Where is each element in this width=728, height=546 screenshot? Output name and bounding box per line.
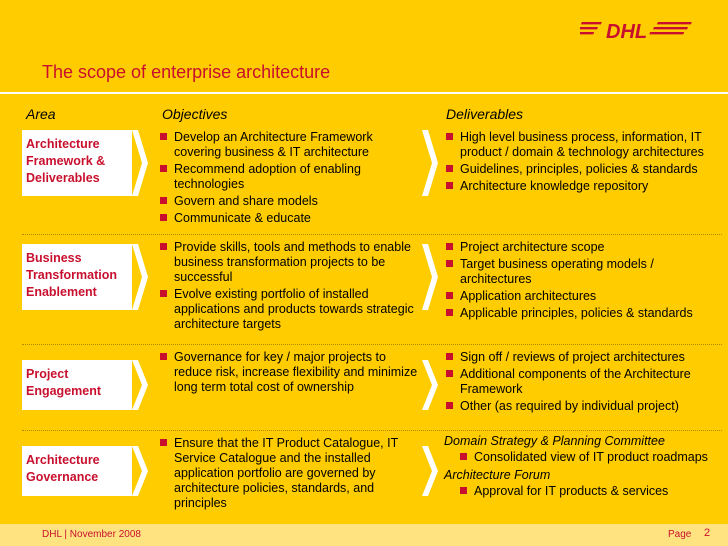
square-bullet-icon [460,453,467,460]
chevron-right-icon [132,446,148,496]
list-item: Develop an Architecture Framework covering business & IT architecture [158,130,420,160]
square-bullet-icon [160,290,167,297]
column-header-objectives: Objectives [162,106,228,122]
list-item: Evolve existing portfolio of installed applications and products towards strategic architecture targets [158,287,420,332]
list-item: Application architectures [444,289,726,304]
square-bullet-icon [446,353,453,360]
committee-heading: Domain Strategy & Planning Committee [444,434,665,448]
square-bullet-icon [446,165,453,172]
list-item: Applicable principles, policies & standards [444,306,726,321]
logo-text: DHL [606,21,648,43]
objectives-list [158,130,420,228]
square-bullet-icon [446,402,453,409]
square-bullet-icon [446,182,453,189]
square-bullet-icon [446,292,453,299]
list-item: Governance for key / major projects to reduce risk, increase flexibility and minimize long term total cost of ownership [158,350,420,395]
objectives-list [158,436,420,513]
list-item: Additional components of the Architecture Framework [444,367,726,397]
page-title: The scope of enterprise architecture [42,62,331,82]
list-item: Communicate & educate [158,211,420,226]
committee-items [444,450,726,465]
footer-page-label: Page [668,529,692,540]
objectives-list [158,350,420,397]
square-bullet-icon [446,133,453,140]
list-item: Govern and share models [158,194,420,209]
square-bullet-icon [160,197,167,204]
row-separator [22,344,722,345]
list-item: High level business process, information, IT product / domain & technology architectures [444,130,726,160]
list-item: Architecture knowledge repository [444,179,726,194]
square-bullet-icon [160,214,167,221]
row-separator [22,234,722,235]
square-bullet-icon [446,260,453,267]
forum-items [444,484,726,499]
deliverables-list [444,130,726,196]
objectives-list [158,240,420,334]
square-bullet-icon [460,487,467,494]
square-bullet-icon [160,353,167,360]
square-bullet-icon [446,243,453,250]
square-bullet-icon [446,309,453,316]
chevron-right-icon [422,244,438,310]
list-item: Target business operating models / architectures [444,257,726,287]
list-item: Recommend adoption of enabling technologies [158,162,420,192]
footer-page-number: 2 [704,527,711,539]
square-bullet-icon [160,133,167,140]
area-architecture-governance: Architecture Governance [22,446,132,496]
area-architecture-framework: Architecture Framework & Deliverables [22,130,132,196]
title-divider [0,92,728,94]
list-item: Provide skills, tools and methods to enable business transformation projects to be successful [158,240,420,285]
area-business-transformation: Business Transformation Enablement [22,244,132,310]
forum-heading: Architecture Forum [444,468,551,482]
square-bullet-icon [160,165,167,172]
area-project-engagement: Project Engagement [22,360,132,410]
list-item: Ensure that the IT Product Catalogue, IT Service Catalogue and the installed application portfolio are governed by architecture policies, standards, and principles [158,436,420,511]
column-header-deliverables: Deliverables [446,106,524,122]
square-bullet-icon [446,370,453,377]
deliverables-list [444,240,726,323]
chevron-right-icon [132,130,148,196]
square-bullet-icon [160,243,167,250]
chevron-right-icon [132,360,148,410]
list-item: Other (as required by individual project) [444,399,726,414]
chevron-right-icon [422,130,438,196]
chevron-right-icon [422,446,438,496]
column-header-area: Area [26,106,56,122]
list-item: Sign off / reviews of project architectures [444,350,726,365]
list-item: Project architecture scope [444,240,726,255]
list-item: Approval for IT products & services [458,484,726,499]
footer-date: DHL | November 2008 [42,529,141,540]
row-separator [22,430,722,431]
governance-deliverables [444,434,726,502]
dhl-logo [580,16,698,56]
list-item: Consolidated view of IT product roadmaps [458,450,726,465]
list-item: Guidelines, principles, policies & standards [444,162,726,177]
chevron-right-icon [132,244,148,310]
deliverables-list [444,350,726,416]
chevron-right-icon [422,360,438,410]
square-bullet-icon [160,439,167,446]
